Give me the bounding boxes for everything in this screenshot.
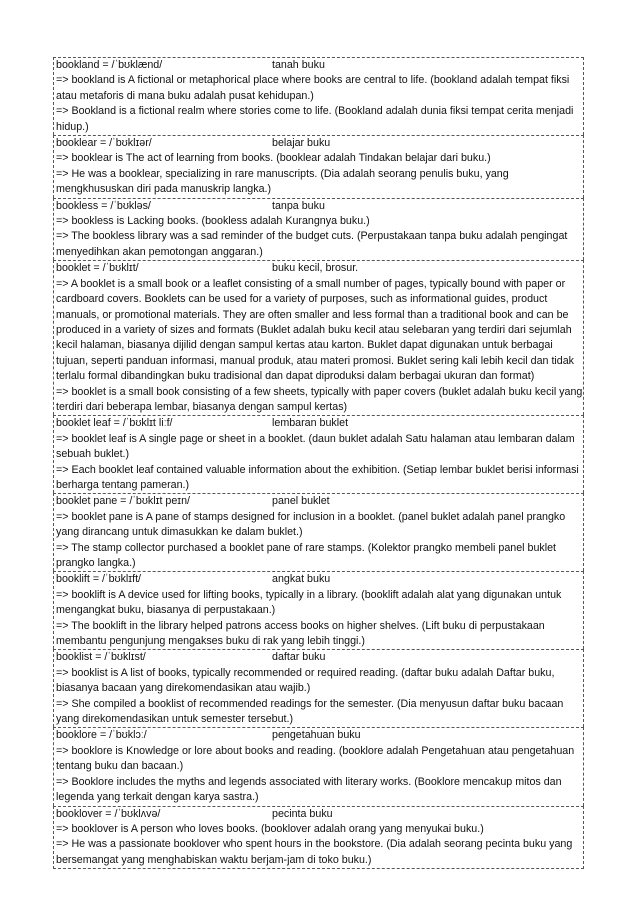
entry-example: => The booklift in the library helped patrons access books on higher shelves. (Lift buku di perpustakaan membantu pengunjung mengakses buku di rak yang lebih tinggi.): [56, 619, 545, 648]
entry-example: => He was a passionate booklover who spent hours in the bookstore. (Dia adalah seorang pecinta buku yang bersemangat yang menghabiskan waktu berjam-jam di toko buku.): [56, 838, 573, 866]
entry-definition: => booklet leaf is A single page or sheet in a booklet. (daun buklet adalah Satu halaman atau lembaran dalam sebuah buklet.): [56, 432, 575, 461]
entry-definition: => bookless is Lacking books. (bookless adalah Kurangnya buku.): [56, 215, 370, 228]
entry-example: => Booklore includes the myths and legends associated with literary works. (Booklore mencakup mitos dan legenda yang terkait dengan karya sastra.): [56, 775, 562, 804]
entry-translation: tanpa buku: [272, 199, 325, 212]
entry-term: booklift = /ˈbʊklɪft/: [56, 573, 142, 586]
entry-head: [56, 416, 583, 431]
entry-head: [56, 728, 583, 743]
entry-head: [56, 494, 583, 509]
entry-example: => He was a booklear, specializing in rare manuscripts. (Dia adalah seorang penulis buku, yang mengkhususkan diri pada manuskrip langka.): [56, 167, 509, 196]
entry-term: bookland = /ˈbʊklænd/: [56, 59, 163, 71]
entry-definition: => bookland is A fictional or metaphorical place where books are central to life. (bookland adalah tempat fiksi atau metaforis di mana buku adalah pusat kehidupan.): [56, 74, 570, 102]
entry-example: => Bookland is a fictional realm where stories come to life. (Bookland adalah dunia fiksi tempat cerita menjadi hidup.): [56, 105, 574, 133]
entry-head: [56, 572, 583, 587]
glossary-entry: [53, 493, 584, 571]
glossary-entry: [53, 415, 584, 493]
entry-definition: => booklover is A person who loves books. (booklover adalah orang yang menyukai buku.): [56, 822, 484, 835]
entry-term: booklore = /ˈbʊklɔː/: [56, 729, 147, 742]
entry-translation: angkat buku: [272, 573, 331, 586]
entry-translation: tanah buku: [272, 59, 325, 71]
entry-translation: pengetahuan buku: [272, 729, 361, 742]
entry-head: [56, 807, 583, 822]
glossary-entry: [53, 135, 584, 198]
entry-definition: => booklist is A list of books, typically recommended or required reading. (daftar buku adalah Daftar buku, biasanya bacaan yang direkomendasikan atau wajib.): [56, 666, 555, 695]
entry-term: booklist = /ˈbʊklɪst/: [56, 651, 146, 664]
glossary-entry: [53, 57, 584, 135]
entry-term: bookless = /ˈbʊkləs/: [56, 199, 151, 212]
entry-term: booklet = /ˈbʊklɪt/: [56, 262, 139, 275]
entry-example: => Each booklet leaf contained valuable information about the exhibition. (Setiap lembar buklet berisi informasi berharga tentang pameran.): [56, 463, 579, 491]
entry-translation: buku kecil, brosur.: [272, 262, 359, 275]
glossary-entry: [53, 806, 584, 870]
entry-definition: => booklift is A device used for lifting books, typically in a library. (booklift adalah alat yang digunakan untuk mengangkat buku, biasanya di perpustakaan.): [56, 588, 562, 617]
glossary-entry: [53, 727, 584, 805]
glossary-entry: [53, 260, 584, 415]
entry-example: => The stamp collector purchased a booklet pane of rare stamps. (Kolektor prangko membeli panel buklet prangko langka.): [56, 541, 557, 569]
entry-head: [56, 650, 583, 665]
entry-term: booklover = /ˈbʊklʌvə/: [56, 807, 161, 820]
glossary-page: [53, 57, 584, 869]
entry-head: [56, 199, 583, 214]
entry-head: [56, 136, 583, 151]
entry-translation: pecinta buku: [272, 807, 333, 820]
entry-example: => booklet is a small book consisting of a few sheets, typically with paper covers (buklet adalah buku kecil yang terdiri dari beberapa lembar, biasanya dengan sampul kertas): [56, 385, 583, 413]
entry-term: booklet leaf = /ˈbʊklɪt liːf/: [56, 417, 173, 430]
glossary-entry: [53, 198, 584, 261]
entry-head: [56, 261, 583, 276]
entry-term: booklet pane = /ˈbʊklɪt peɪn/: [56, 495, 191, 508]
glossary-entry: [53, 649, 584, 727]
entry-translation: panel buklet: [272, 495, 330, 508]
entry-translation: lembaran buklet: [272, 417, 349, 430]
entry-definition: => booklear is The act of learning from books. (booklear adalah Tindakan belajar dari buku.): [56, 152, 491, 165]
entry-head: [56, 58, 583, 73]
entry-definition: => A booklet is a small book or a leaflet consisting of a small number of pages, typically bound with paper or cardboard covers. Booklets can be used for a variety of purposes, such as informational guides, product manuals, or promotional materials. They are often smaller and less formal than a traditional book and can be produced in a variety of sizes and formats (Buklet adalah buku kecil atau selebaran yang terdiri dari sejumlah kecil halaman, biasanya dijilid dengan sampul kertas atau karton. Buklet dapat digunakan untuk berbagai tujuan, seperti panduan informasi, manual produk, atau materi promosi. Buklet sering kali lebih kecil dan tidak terlalu formal dibandingkan buku tradisional dan dapat diproduksi dalam berbagai ukuran dan format): [56, 277, 575, 383]
entry-example: => The bookless library was a sad reminder of the budget cuts. (Perpustakaan tanpa buku adalah pengingat menyedihkan akan pemotongan anggaran.): [56, 230, 568, 258]
entry-example: => She compiled a booklist of recommended readings for the semester. (Dia menyusun daftar buku bacaan yang direkomendasikan untuk semester tersebut.): [56, 697, 564, 726]
glossary-entry: [53, 571, 584, 649]
entry-translation: belajar buku: [272, 137, 331, 150]
entry-term: booklear = /ˈbʊklɪər/: [56, 137, 152, 150]
entry-translation: daftar buku: [272, 651, 326, 664]
entry-definition: => booklet pane is A pane of stamps designed for inclusion in a booklet. (panel buklet adalah panel prangko yang dirancang untuk dimasukkan ke dalam buklet.): [56, 510, 566, 539]
entry-definition: => booklore is Knowledge or lore about books and reading. (booklore adalah Pengetahuan atau pengetahuan tentang buku dan bacaan.): [56, 744, 575, 773]
